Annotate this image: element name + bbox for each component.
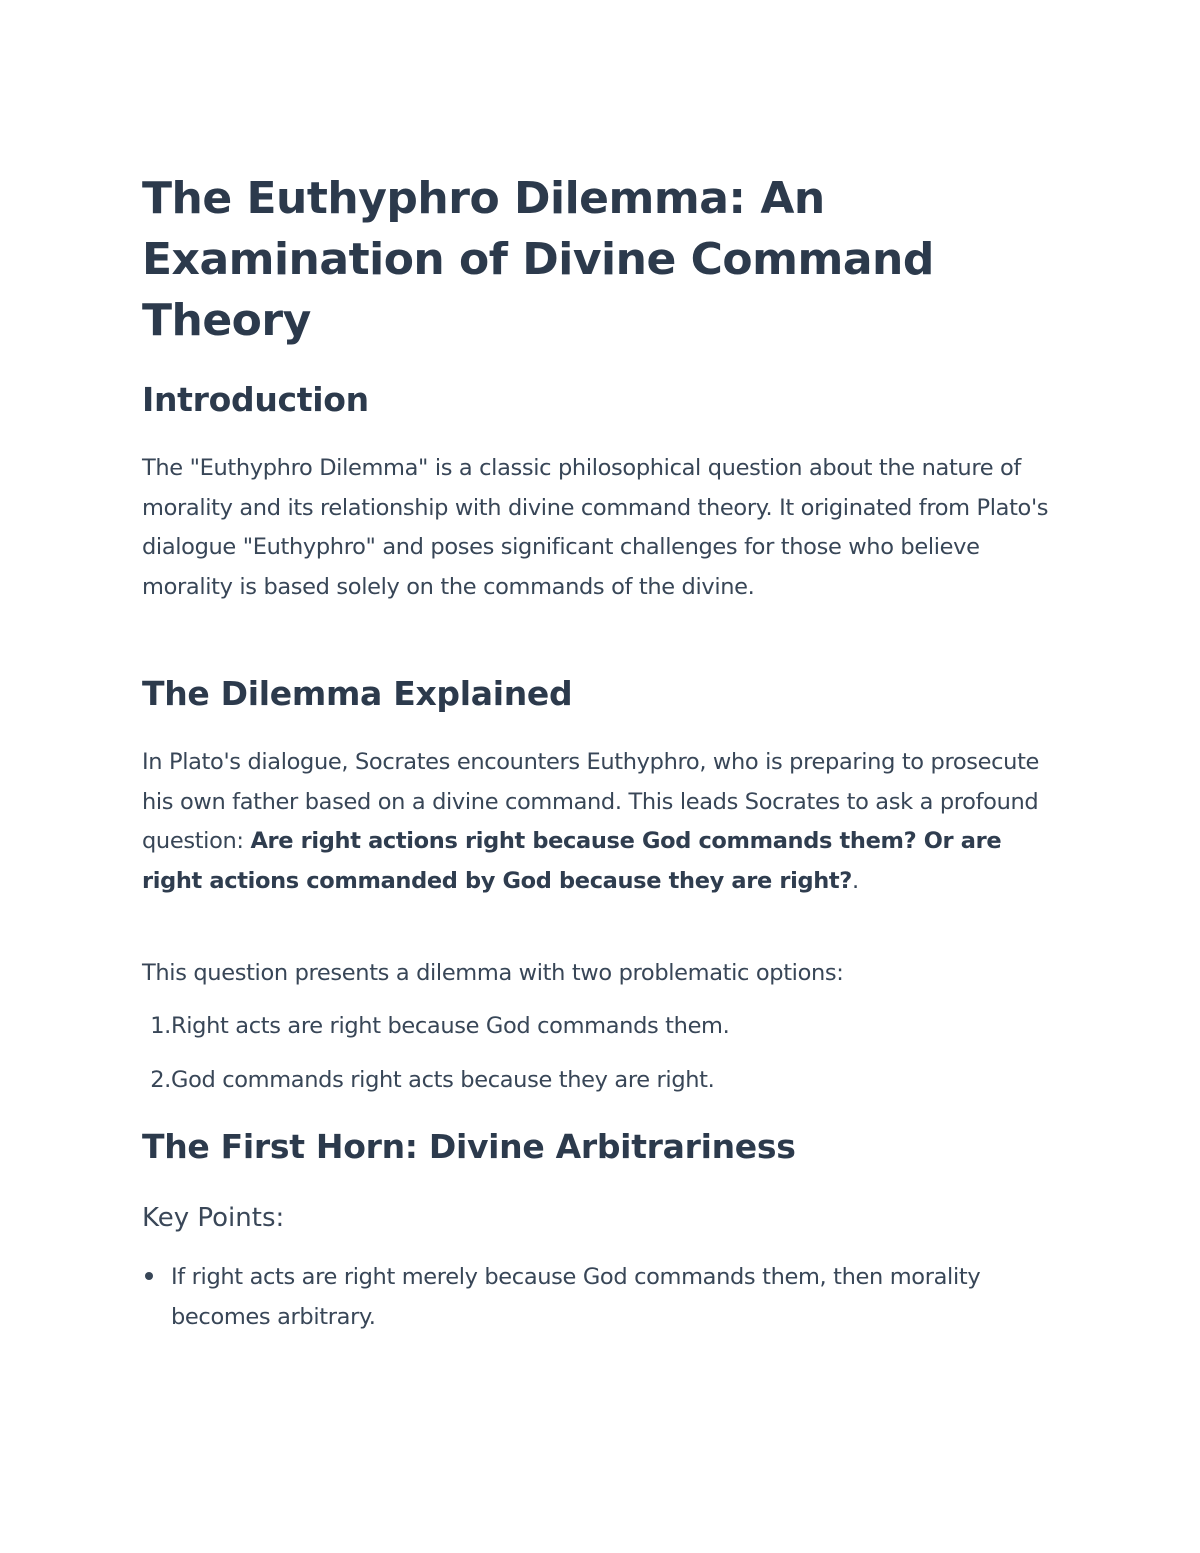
first-horn-heading: The First Horn: Divine Arbitrariness	[142, 1127, 796, 1166]
list-number: 2.	[150, 1067, 171, 1093]
document-title	[142, 168, 934, 351]
list-item-text: God commands right acts because they are right.	[171, 1067, 715, 1093]
bullet-list-item	[142, 1257, 1042, 1337]
introduction-paragraph: The "Euthyphro Dilemma" is a classic philosophical question about the nature of morality and its relationship with divine command theory. It originated from Plato's dialogue "Euthyphro" and poses significant challenges for those who believe morality is based solely on the commands of the divine.	[142, 455, 1049, 600]
introduction-heading: Introduction	[142, 380, 369, 419]
list-number: 1.	[150, 1013, 171, 1039]
key-points-subheading: Key Points:	[142, 1203, 285, 1233]
paragraph-lead-text: In Plato's dialogue, Socrates encounters Euthyphro, who is preparing to prosecute his own father based on a divine command. This leads Socrates to ask a profound question:	[142, 749, 1040, 855]
list-item	[142, 1010, 729, 1042]
dilemma-explained-paragraph	[142, 743, 1060, 901]
title-line: Examination of Divine Command	[142, 234, 934, 285]
bullet-icon	[145, 1272, 153, 1280]
dilemma-explained-heading: The Dilemma Explained	[142, 674, 573, 713]
dilemma-question-bold: Are right actions right because God commands them? Or are right actions commanded by God because they are right?	[142, 828, 1002, 894]
list-item	[142, 1064, 714, 1096]
paragraph-tail-text: .	[852, 867, 859, 894]
title-line: The Euthyphro Dilemma: An	[142, 173, 825, 224]
title-line: Theory	[142, 295, 311, 346]
options-intro: This question presents a dilemma with two problematic options:	[142, 960, 844, 986]
list-item-text: Right acts are right because God commands them.	[171, 1013, 730, 1039]
bullet-text: If right acts are right merely because God commands them, then morality becomes arbitrary.	[171, 1264, 981, 1330]
